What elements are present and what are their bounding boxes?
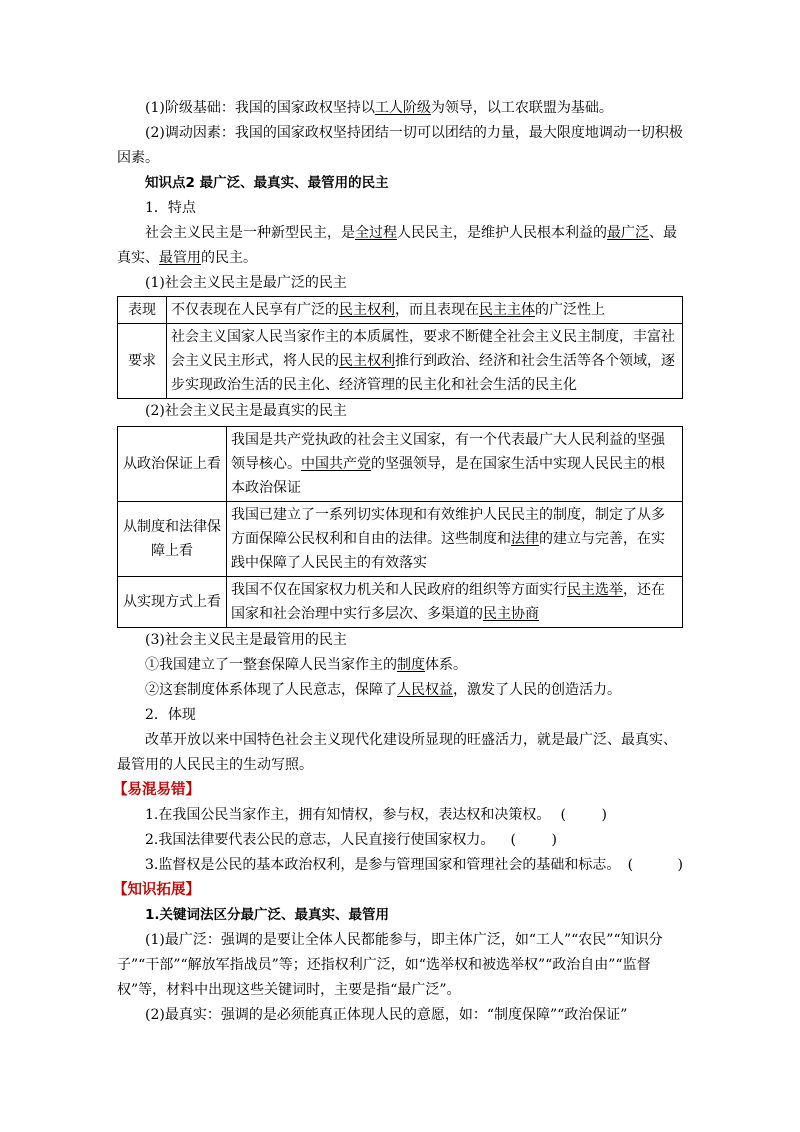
paragraph-class-basis — [117, 96, 683, 121]
text: 、最真实、 — [117, 225, 677, 266]
text: 为领导，以工农联盟为基础。 — [430, 100, 613, 116]
text: ，而且表现在 — [395, 302, 479, 318]
question-text: 2.我国法律要代表公民的意志，人民直接行使国家权力。 — [145, 832, 495, 848]
underlined-term: 最广泛 — [607, 225, 649, 241]
underlined-term: 人民权益 — [397, 682, 453, 698]
table-cell — [167, 297, 683, 324]
text: 的坚强领导，是在国家生活中实现人民民主的根本政治保证 — [231, 456, 665, 496]
text: (1)阶级基础：我国的国家政权坚持以 — [145, 100, 375, 116]
text: 的广泛性上 — [535, 302, 605, 318]
underlined-term: 制度 — [397, 657, 425, 673]
paragraph-system-effect — [117, 678, 683, 703]
expansion-subtitle: 1.关键词法区分最广泛、最真实、最管用 — [145, 907, 390, 923]
section-title-features: 1．特点 — [145, 200, 196, 216]
subsection-title-truest: (2)社会主义民主是最真实的民主 — [145, 403, 347, 419]
table-row — [118, 297, 683, 324]
text: ，激发了人民的创造活力。 — [453, 682, 621, 698]
question-item — [117, 853, 683, 878]
table-cell — [227, 577, 683, 628]
table-row — [118, 577, 683, 628]
answer-blank[interactable]: ( ) — [627, 857, 683, 873]
text: ②这套制度体系体现了人民意志，保障了 — [145, 682, 397, 698]
underlined-term: 全过程 — [355, 225, 397, 241]
table-cell — [227, 427, 683, 502]
question-item — [117, 803, 683, 828]
text: 体系。 — [425, 657, 467, 673]
text: 推行到政治、经济和社会生活等各个领域，逐步实现政治生活的民主化、经济管理的民主化和社会生活的民主化 — [171, 353, 675, 393]
underlined-term: 工人阶级 — [374, 100, 431, 116]
table-row-head: 从政治保证上看 — [118, 427, 227, 502]
section-heading-expansion: 【知识拓展】 — [113, 882, 200, 898]
question-text: 3.监督权是公民的基本政治权利，是参与管理国家和管理社会的基础和标志。 — [145, 857, 621, 873]
paragraph-broadest-keywords: (1)最广泛：强调的是要让全体人民都能参与，即主体广泛，如“工人”“农民”“知识分子”“干部”“解放军指战员”等；还指权利广泛，如“选举权和被选举权”“政治自由”“监督权”等，材料中出现这些关键词时，主要是指“最广泛”。 — [117, 932, 663, 998]
text: 社会主义民主是一种新型民主，是 — [145, 225, 355, 241]
underlined-term: 中国共产党 — [301, 456, 371, 472]
table-row — [118, 502, 683, 577]
underlined-term: 民主权利 — [339, 302, 395, 318]
table-broadest-democracy — [117, 296, 683, 399]
paragraph-features — [117, 221, 683, 271]
table-row — [118, 427, 683, 502]
underlined-term: 民主主体 — [479, 302, 535, 318]
text: ①我国建立了一整套保障人民当家作主的 — [145, 657, 397, 673]
underlined-term: 法律 — [511, 531, 539, 547]
text: 的民主。 — [201, 250, 257, 266]
subsection-title-most-effective: (3)社会主义民主是最管用的民主 — [145, 632, 347, 648]
table-truest-democracy — [117, 426, 683, 628]
underlined-term: 民主权利 — [339, 353, 395, 369]
question-text: 1.在我国公民当家作主，拥有知情权，参与权，表达权和决策权。 — [145, 807, 551, 823]
text: ，还在国家和社会治理中实行多层次、多渠道的 — [231, 582, 665, 622]
paragraph-truest-keywords: (2)最真实：强调的是必须能真正体现人民的意愿，如：“制度保障”“政治保证” — [145, 1007, 628, 1023]
table-row-head: 从实现方式上看 — [118, 577, 227, 628]
underlined-term: 民主协商 — [483, 606, 539, 622]
table-row — [118, 324, 683, 399]
answer-blank[interactable]: ( ) — [510, 832, 557, 848]
text: 我国已建立了一系列切实体现和有效维护人民民主的制度，制定了从多方面保障公民权利和自由的法律。这些制度和 — [231, 507, 665, 547]
text: 的建立与完善，在实践中保障了人民民主的有效落实 — [231, 531, 665, 571]
table-row-head: 要求 — [118, 324, 167, 399]
answer-blank[interactable]: ( ) — [560, 807, 607, 823]
table-row-head: 从制度和法律保障上看 — [118, 502, 227, 577]
underlined-term: 最管用 — [159, 250, 201, 266]
knowledge-point-title: 知识点2 最广泛、最真实、最管用的民主 — [145, 175, 389, 191]
document-content — [113, 96, 683, 1028]
text: 我国不仅在国家权力机关和人民政府的组织等方面实行 — [231, 582, 567, 598]
text: 我国是共产党执政的社会主义国家，有一个代表最广大人民利益的坚强领导核心。 — [231, 432, 665, 472]
paragraph-system — [117, 653, 683, 678]
text: 人民民主，是维护人民根本利益的 — [397, 225, 607, 241]
text: 不仅表现在人民享有广泛的 — [171, 302, 339, 318]
text: 社会主义国家人民当家作主的本质属性，要求不断健全社会主义民主制度，丰富社会主义民主形式，将人民的 — [171, 329, 675, 369]
underlined-term: 民主选举 — [567, 582, 623, 598]
subsection-title-broadest: (1)社会主义民主是最广泛的民主 — [145, 275, 347, 291]
paragraph-embodiment: 改革开放以来中国特色社会主义现代化建设所显现的旺盛活力，就是最广泛、最真实、最管用的人民民主的生动写照。 — [117, 732, 677, 773]
paragraph-mobilization: (2)调动因素：我国的国家政权坚持团结一切可以团结的力量，最大限度地调动一切积极因素。 — [117, 125, 683, 166]
table-cell — [167, 324, 683, 399]
question-item — [117, 828, 683, 853]
section-heading-confusion: 【易混易错】 — [113, 782, 200, 798]
table-cell — [227, 502, 683, 577]
section-title-embodiment: 2．体现 — [145, 707, 196, 723]
table-row-head: 表现 — [118, 297, 167, 324]
